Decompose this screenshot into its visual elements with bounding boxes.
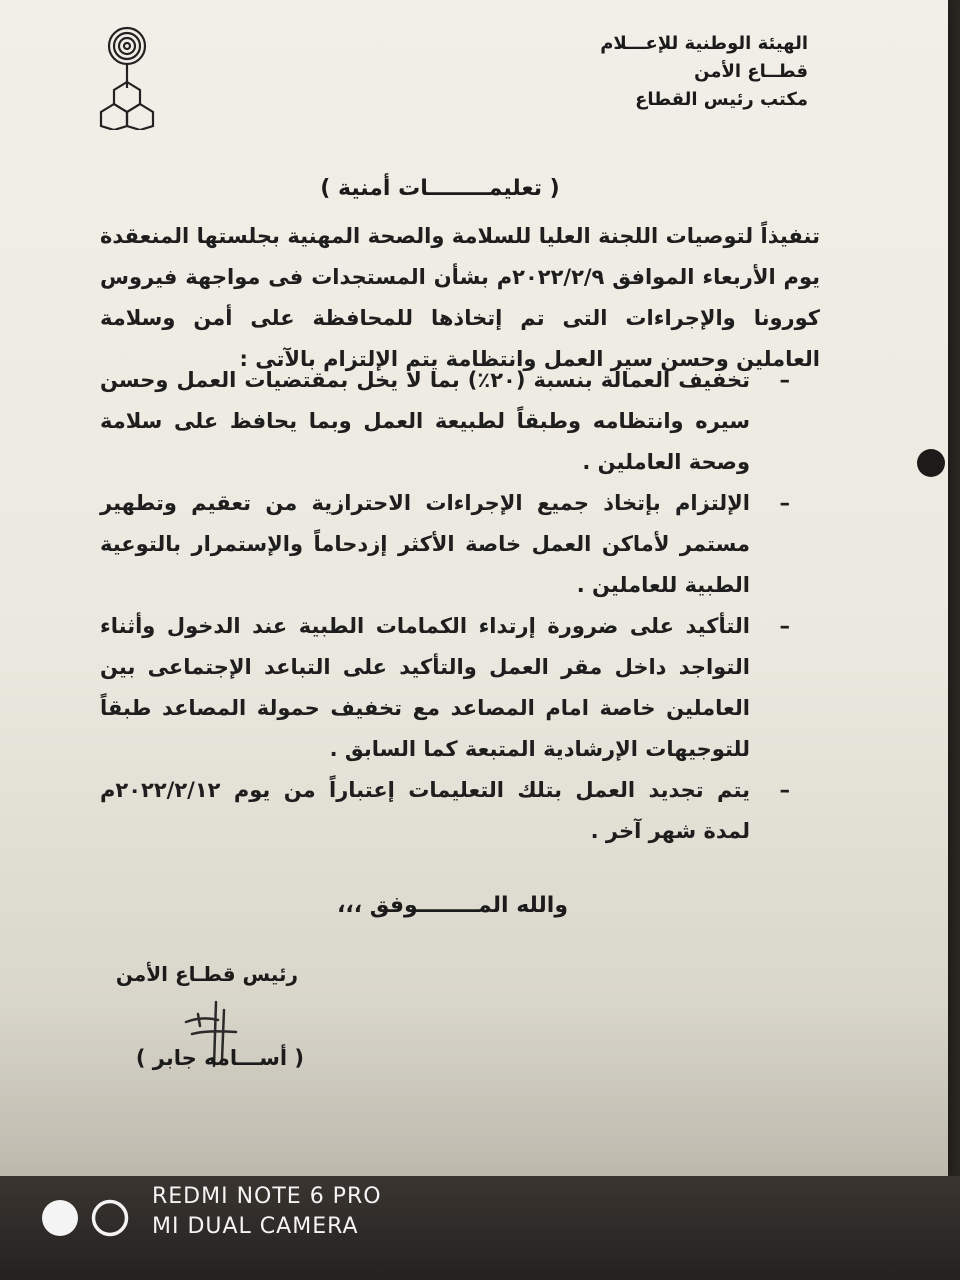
list-marker: – xyxy=(779,368,790,392)
list-item-text: يتم تجديد العمل بتلك التعليمات إعتباراً من يوم ٢٠٢٢/٢/١٢م لمدة شهر آخر . xyxy=(100,778,750,843)
document-title: ( تعليمــــــــات أمنية ) xyxy=(320,176,560,201)
list-item-text: تخفيف العمالة بنسبة (٢٠٪) بما لا يخل بمقتضيات العمل وحسن سيره وانتظامه وطبقاً لطبيعة العمل وبما يحافظ على سلامة وصحة العاملين . xyxy=(100,368,750,474)
list-item xyxy=(100,360,790,483)
signatory-name: ( أســـامه جابر ) xyxy=(135,1046,304,1070)
list-item xyxy=(100,483,790,606)
list-item-text: التأكيد على ضرورة إرتداء الكمامات الطبية عند الدخول وأثناء التواجد داخل مقر العمل والتأكيد على التباعد الإجتماعى بين العاملين خاصة امام المصاعد مع تخفيف حمولة المصاعد طبقاً للتوجيهات الإرشادية المتبعة كما السابق . xyxy=(100,614,750,761)
list-item-text: الإلتزام بإتخاذ جميع الإجراءات الاحترازية من تعقيم وتطهير مستمر لأماكن العمل خاصة الأكثر إزدحاماً والإستمرار بالتوعية الطبية للعاملين . xyxy=(100,491,750,597)
sector-name: قطــاع الأمن xyxy=(694,61,808,82)
watermark-model: REDMI NOTE 6 PRO xyxy=(152,1184,382,1209)
camera-watermark xyxy=(40,1184,440,1260)
organization-logo-icon xyxy=(96,26,158,130)
punch-hole xyxy=(917,449,945,477)
list-item xyxy=(100,606,790,770)
list-item xyxy=(100,770,790,852)
list-marker: – xyxy=(779,614,790,638)
closing-phrase: والله المــــــــوفق ،،، xyxy=(337,893,568,918)
instruction-list xyxy=(100,360,790,852)
list-marker: – xyxy=(779,491,790,515)
office-name: مكتب رئيس القطاع xyxy=(635,89,808,110)
org-name: الهيئة الوطنية للإعـــلام xyxy=(600,33,808,54)
signatory-title: رئيس قطـاع الأمن xyxy=(115,962,298,986)
watermark-camera: MI DUAL CAMERA xyxy=(152,1214,359,1239)
intro-paragraph: تنفيذاً لتوصيات اللجنة العليا للسلامة والصحة المهنية بجلستها المنعقدة يوم الأربعاء الموافق ٢٠٢٢/٢/٩م بشأن المستجدات فى مواجهة فيروس كورونا والإجراءات التى تم إتخاذها للمحافظة على أمن وسلامة العاملين وحسن سير العمل وانتظامة يتم الإلتزام بالآتى : xyxy=(100,224,820,371)
list-marker: – xyxy=(779,778,790,802)
dual-camera-icon xyxy=(40,1196,140,1240)
organization-header xyxy=(600,30,808,114)
